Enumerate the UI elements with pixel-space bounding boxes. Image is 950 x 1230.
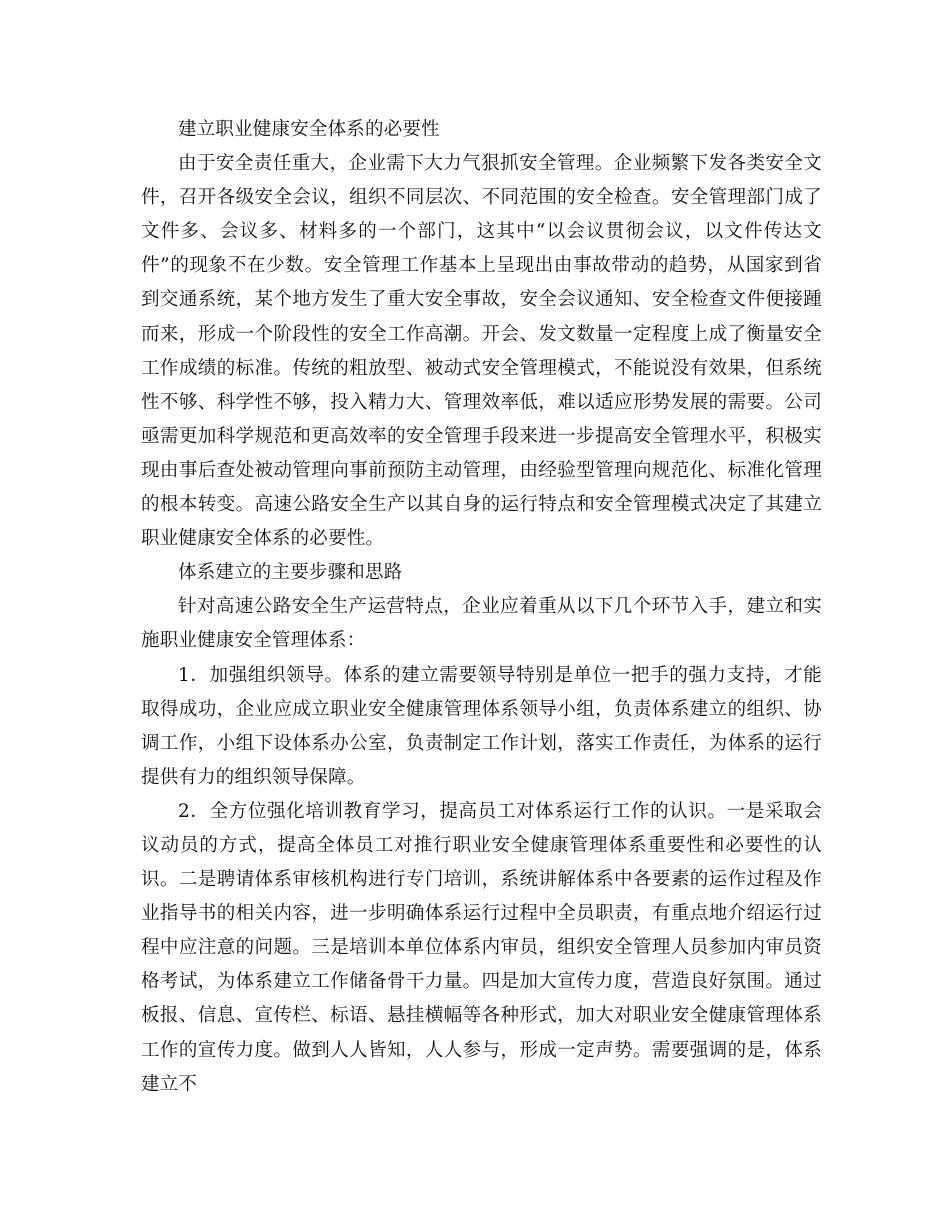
section-heading-steps: 体系建立的主要步骤和思路 [178, 562, 403, 584]
list-item-organization-leadership: 1．加强组织领导。体系的建立需要领导特别是单位一把手的强力支持，才能取得成功，企业应成立职业安全健康管理体系领导小组，负责体系建立的组织、协调工作，小组下设体系办公室，负责制定工作计划，落实工作责任，为体系的运行提供有力的组织领导保障。 [141, 664, 822, 788]
paragraph-necessity-body: 由于安全责任重大，企业需下大力气狠抓安全管理。企业频繁下发各类安全文件，召开各级安全会议，组织不同层次、不同范围的安全检查。安全管理部门成了文件多、会议多、材料多的一个部门，这其中“以会议贯彻会议，以文件传达文件”的现象不在少数。安全管理工作基本上呈现出由事故带动的趋势，从国家到省到交通系统，某个地方发生了重大安全事故，安全会议通知、安全检查文件便接踵而来，形成一个阶段性的安全工作高潮。开会、发文数量一定程度上成了衡量安全工作成绩的标准。传统的粗放型、被动式安全管理模式，不能说没有效果，但系统性不够、科学性不够，投入精力大、管理效率低，难以适应形势发展的需要。公司亟需更加科学规范和更高效率的安全管理手段来进一步提高安全管理水平，积极实现由事后查处被动管理向事前预防主动管理，由经验型管理向规范化、标准化管理的根本转变。高速公路安全生产以其自身的运行特点和安全管理模式决定了其建立职业健康安全体系的必要性。 [141, 153, 822, 550]
list-item-training-education: 2．全方位强化培训教育学习，提高员工对体系运行工作的认识。一是采取会议动员的方式，提高全体员工对推行职业安全健康管理体系重要性和必要性的认识。二是聘请体系审核机构进行专门培训，系统讲解体系中各要素的运作过程及作业指导书的相关内容，进一步明确体系运行过程中全员职责，有重点地介绍运行过程中应注意的问题。三是培训本单位体系内审员，组织安全管理人员参加内审员资格考试，为体系建立工作储备骨干力量。四是加大宣传力度，营造良好氛围。通过板报、信息、宣传栏、标语、悬挂横幅等各种形式，加大对职业安全健康管理体系工作的宣传力度。做到人人皆知，人人参与，形成一定声势。需要强调的是，体系建立不 [141, 800, 822, 1095]
paragraph-steps-intro: 针对高速公路安全生产运营特点，企业应着重从以下几个环节入手，建立和实施职业健康安全管理体系： [141, 596, 822, 652]
section-heading-necessity: 建立职业健康安全体系的必要性 [178, 119, 440, 140]
